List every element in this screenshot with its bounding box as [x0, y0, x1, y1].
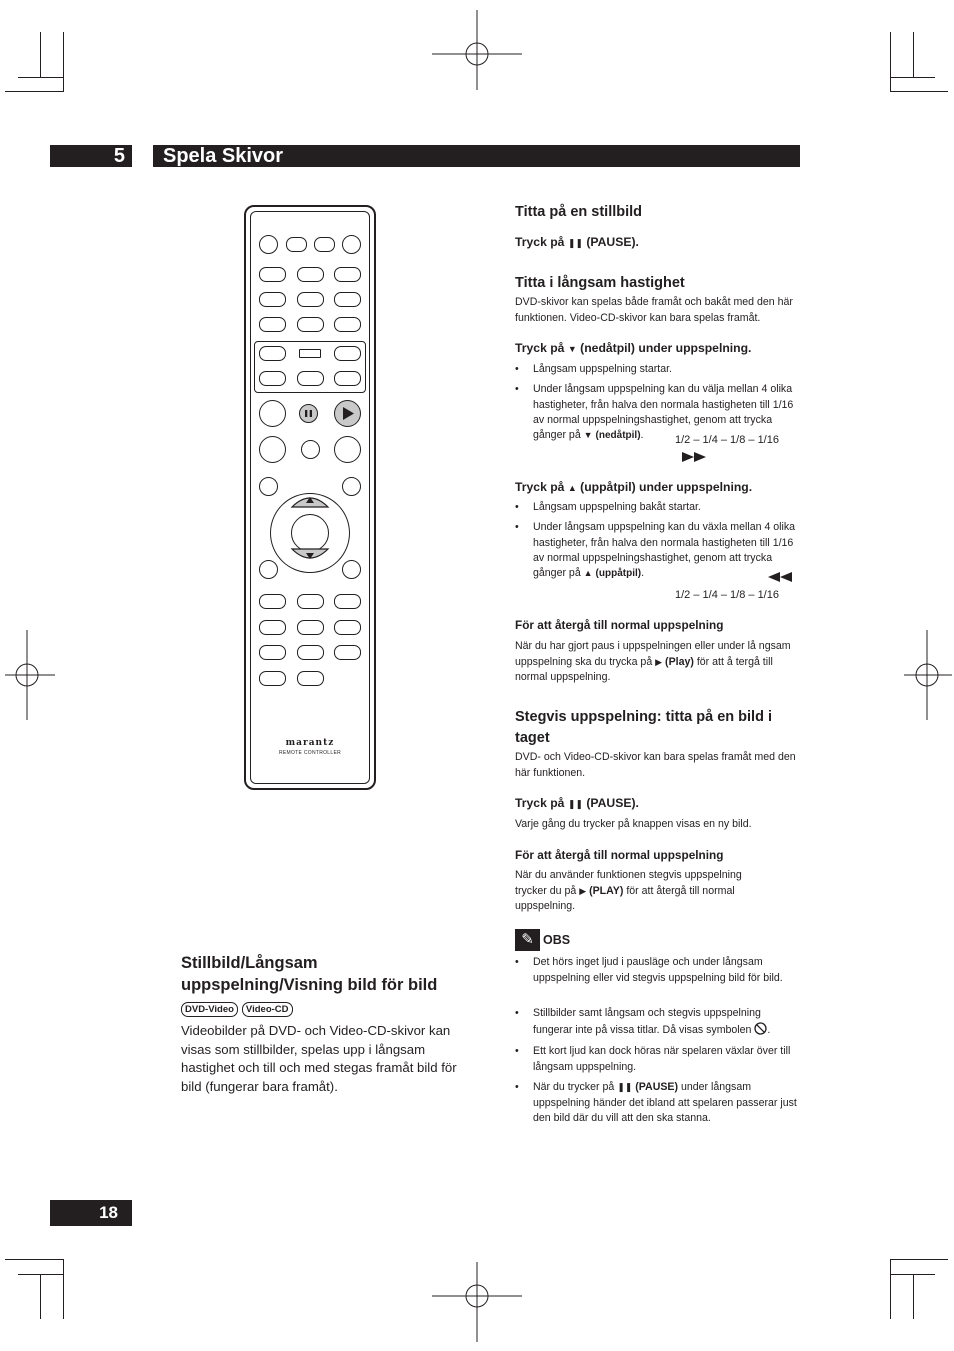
step-normal-heading: För att återgå till normal uppspelning [515, 848, 724, 862]
remote-button [334, 645, 361, 660]
disc-tag-dvd-video: DVD-Video [181, 1002, 238, 1017]
list-item: • Långsam uppspelning startar. [515, 362, 805, 378]
step-normal-text: När du använder funktionen stegvis uppspelning trycker du på ▶ (PLAY) för att återgå till normal uppspelning. [515, 869, 742, 912]
remote-button [259, 620, 286, 635]
list-item: • Långsam uppspelning bakåt startar. [515, 500, 805, 516]
remote-button [334, 620, 361, 635]
list-item: • När du trycker på ❚❚ (PAUSE) under långsam uppspelning händer det ibland att spelaren passerar just den bild där du vill att den ska stanna. [515, 1080, 803, 1127]
remote-button [297, 671, 324, 686]
remote-button [314, 237, 335, 252]
down-arrow-icon: ▼ [567, 344, 577, 354]
play-button-icon [334, 400, 361, 427]
section-heading: Stillbild/Långsam uppspelning/Visning bild för bild [181, 954, 438, 994]
remote-button [259, 645, 286, 660]
remote-button [342, 235, 361, 254]
pause-icon: ❚❚ [567, 238, 583, 248]
remote-button [334, 594, 361, 609]
remote-button [259, 671, 286, 686]
remote-button [297, 267, 324, 282]
remote-button [259, 346, 286, 361]
remote-button [334, 292, 361, 307]
remote-button [297, 317, 324, 332]
remote-button [259, 317, 286, 332]
remote-brand-logo: marantz [285, 738, 335, 748]
step-note: Varje gång du trycker på knappen visas en ny bild. [515, 818, 752, 830]
slow-reverse-speeds: 1/2 – 1/4 – 1/8 – 1/16 [675, 589, 779, 601]
note-label: OBS [543, 933, 571, 947]
remote-button [342, 560, 361, 579]
step-instruction: Tryck på ❚❚ (PAUSE). [515, 796, 639, 810]
disc-type-tags [181, 999, 297, 1015]
pause-button-icon [299, 404, 318, 423]
registration-mark-left [0, 630, 90, 720]
remote-button [334, 317, 361, 332]
list-item: • Under långsam uppspelning kan du välja mellan 4 olika hastigheter, från halva den normala hastigheten till 1/16 av normal uppspelningshastighet, genom att trycka gånger på ▼ (nedåtpil). [515, 382, 805, 444]
step-intro: DVD- och Video-CD-skivor kan bara spelas framåt med den här funktionen. [515, 751, 796, 779]
remote-button [297, 620, 324, 635]
disc-tag-video-cd: Video-CD [242, 1002, 293, 1017]
registration-mark-bottom [432, 1252, 522, 1342]
chapter-number-box [50, 145, 132, 167]
prohibited-symbol-icon [754, 1022, 767, 1035]
remote-button [297, 594, 324, 609]
remote-button [334, 436, 361, 463]
registration-mark-top [432, 10, 522, 100]
remote-button [259, 371, 286, 386]
remote-control-illustration [244, 205, 376, 790]
fast-forward-icon [682, 452, 708, 462]
remote-button [297, 292, 324, 307]
remote-button [297, 645, 324, 660]
remote-button [301, 440, 320, 459]
list-item: • Ett kort ljud kan dock höras när spelaren växlar över till långsam uppspelning. [515, 1044, 803, 1075]
chapter-number: 5 [113, 145, 125, 167]
chapter-title: Spela Skivor [163, 145, 284, 167]
remote-button [299, 349, 321, 358]
slow-heading: Titta i långsam hastighet [515, 275, 685, 291]
remote-button [259, 267, 286, 282]
registration-mark-right [864, 630, 954, 720]
list-item: • Stillbilder samt långsam och stegvis uppspelning fungerar inte på vissa titlar. Då visas symbolen . [515, 1006, 803, 1038]
remote-button [259, 477, 278, 496]
still-heading: Titta på en stillbild [515, 204, 643, 220]
still-instruction: Tryck på ❚❚ (PAUSE). [515, 235, 639, 249]
page-number-box [50, 1200, 132, 1226]
chapter-title-bar [153, 145, 800, 167]
page-number: 18 [99, 1203, 118, 1222]
remote-button [259, 594, 286, 609]
remote-button [342, 477, 361, 496]
play-icon: ▶ [655, 656, 663, 667]
remote-button [259, 560, 278, 579]
remote-button [286, 237, 307, 252]
note-pencil-icon: ✎ [515, 929, 540, 951]
remote-subtitle: REMOTE CONTROLLER [278, 750, 342, 756]
remote-button [259, 235, 278, 254]
list-item: • Det hörs inget ljud i pausläge och under långsam uppspelning eller vid stegvis uppspelning bild för bild. [515, 955, 803, 986]
section-intro: Videobilder på DVD- och Video-CD-skivor kan visas som stillbilder, spelas upp i långsam hastighet och till och med stegas framåt bild för bild (fungerar bara framåt). [181, 1023, 457, 1094]
remote-button [259, 436, 286, 463]
slow-forward-instruction: Tryck på ▼ (nedåtpil) under uppspelning. [515, 341, 752, 355]
pause-icon: ❚❚ [617, 1082, 633, 1092]
remote-button [259, 400, 286, 427]
slow-normal-text: När du har gjort paus i uppspelningen eller under lå ngsam uppspelning ska du trycka på ▶ (Play) för att å tergå till normal uppspelning. [515, 640, 791, 683]
pause-icon: ❚❚ [567, 799, 583, 809]
slow-normal-heading: För att återgå till normal uppspelning [515, 618, 724, 632]
slow-reverse-instruction: Tryck på ▲ (uppåtpil) under uppspelning. [515, 480, 753, 494]
remote-button [334, 267, 361, 282]
list-item: • Under långsam uppspelning kan du växla mellan 4 olika hastigheter, från halva den normala hastigheten till 1/16 av normal uppspelningshastighet, genom att trycka gånger på ▲ (uppåtpil). [515, 520, 805, 582]
remote-button [334, 371, 361, 386]
slow-forward-speeds: 1/2 – 1/4 – 1/8 – 1/16 [675, 434, 779, 446]
step-heading: Stegvis uppspelning: titta på en bild i taget [515, 709, 772, 746]
remote-button [297, 371, 324, 386]
dpad-up-arrow-icon [290, 493, 330, 509]
dpad-down-arrow-icon [290, 547, 330, 563]
slow-intro: DVD-skivor kan spelas både framåt och bakåt med den här funktionen. Video-CD-skivor kan bara spelas framåt. [515, 296, 793, 324]
up-arrow-icon: ▲ [583, 568, 593, 578]
rewind-icon [768, 572, 794, 582]
down-arrow-icon: ▼ [583, 430, 593, 440]
remote-button [334, 346, 361, 361]
play-icon: ▶ [579, 885, 587, 896]
up-arrow-icon: ▲ [567, 483, 577, 493]
remote-button [259, 292, 286, 307]
